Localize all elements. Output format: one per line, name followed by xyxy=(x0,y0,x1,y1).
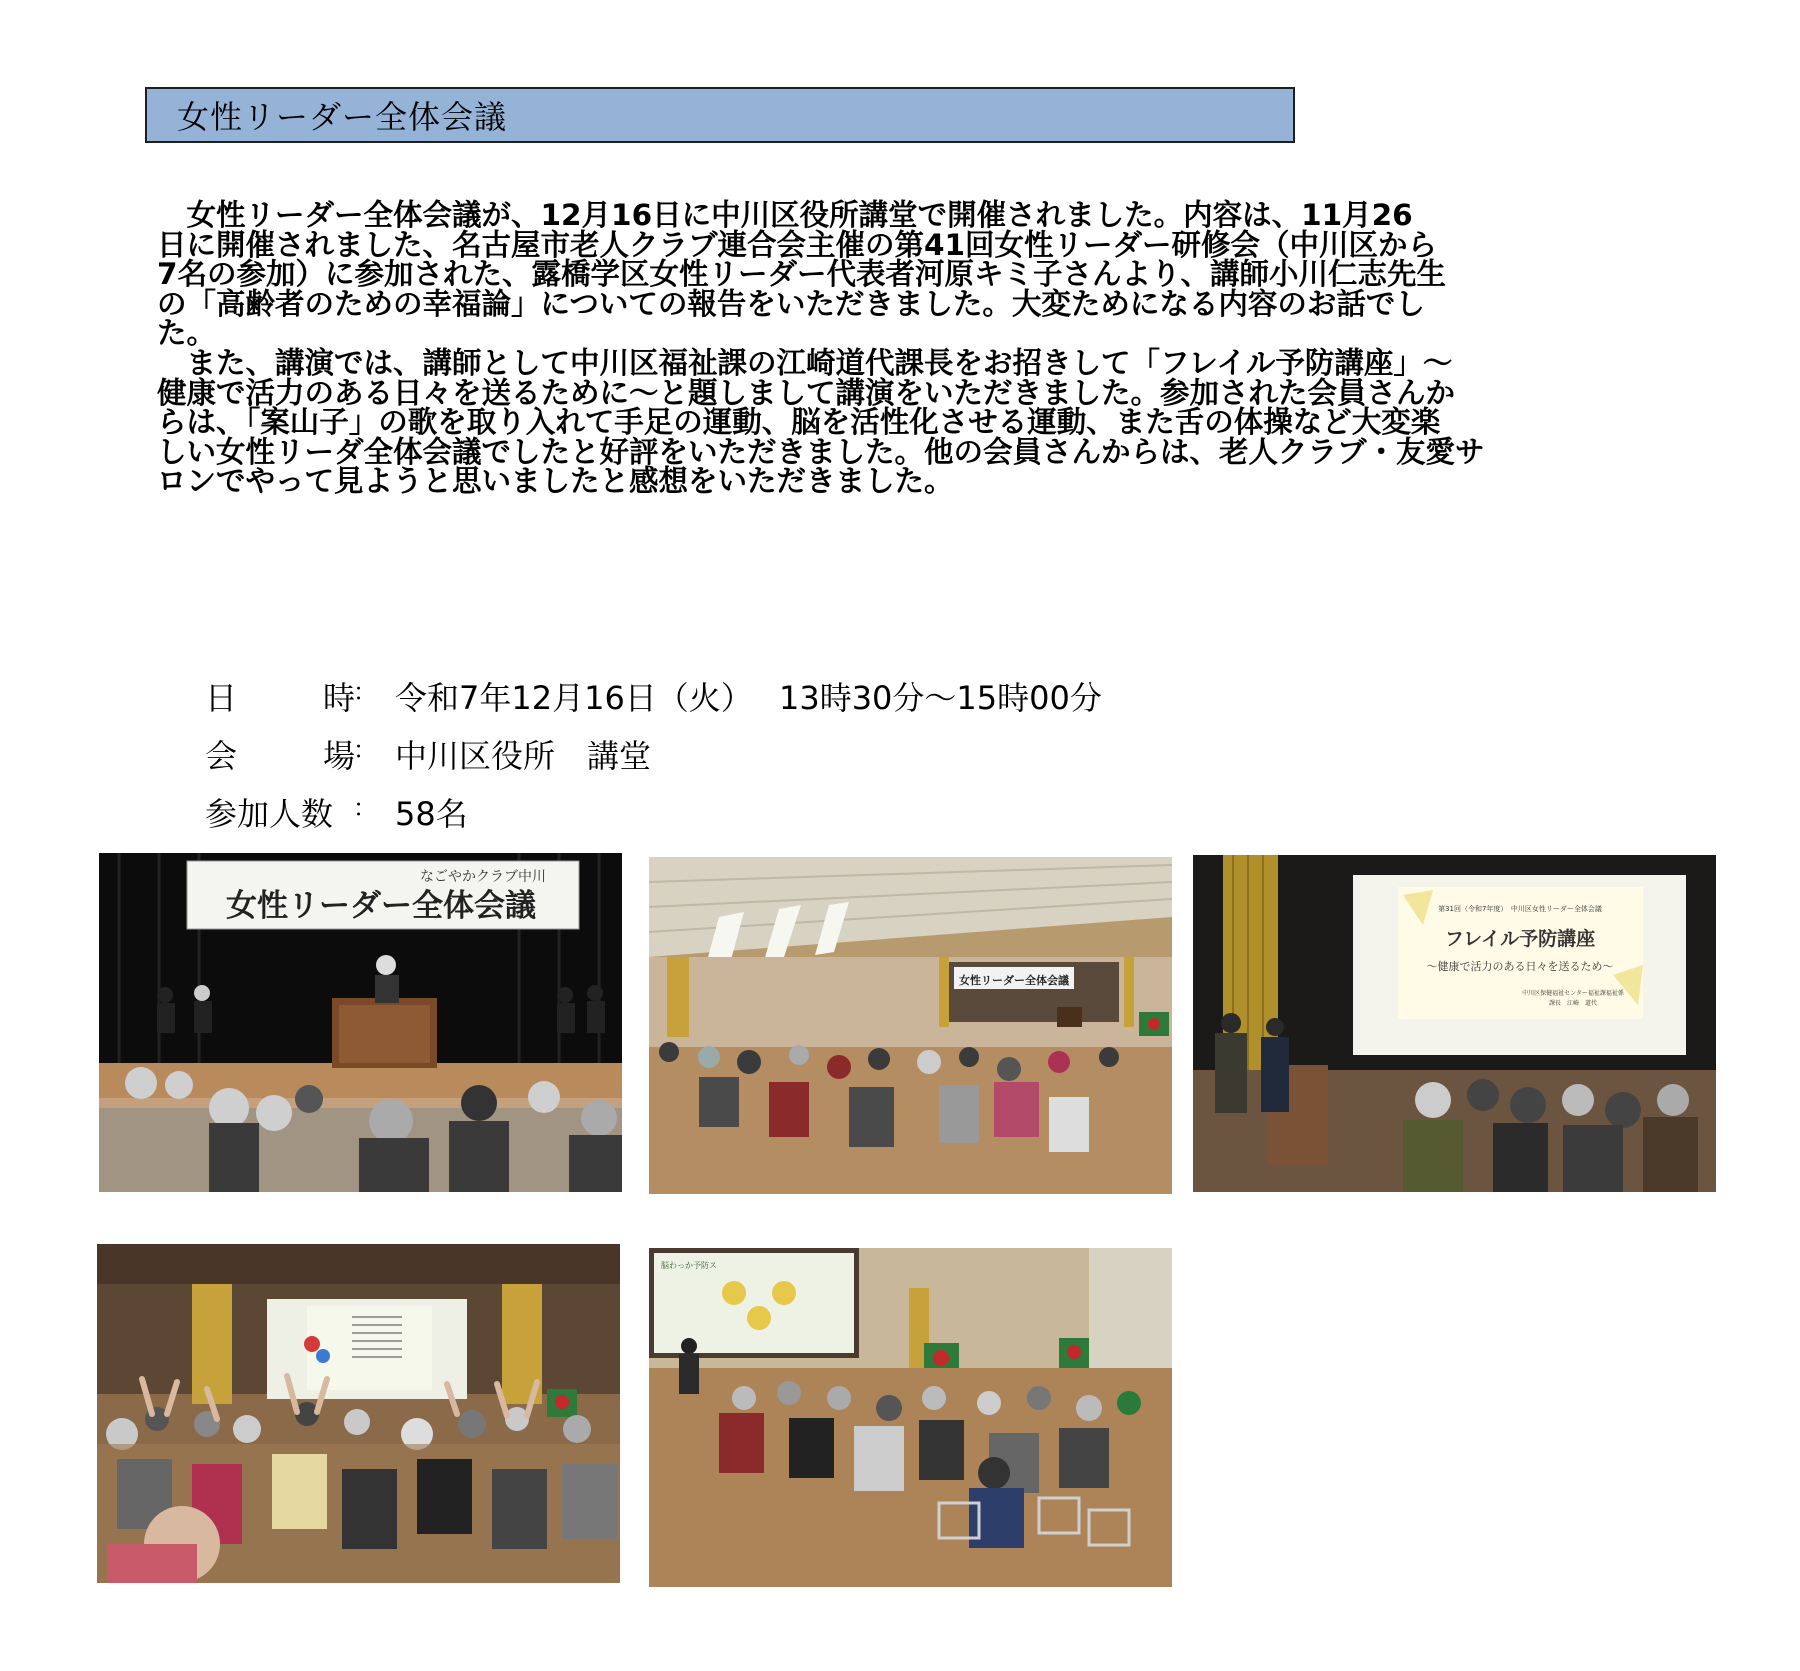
info-value-venue: 中川区役所 講堂 xyxy=(395,737,652,775)
banner-main-text: 女性リーダー全体会議 xyxy=(959,974,1069,987)
screen-subtitle-text: ～健康で活力のある日々を送るため～ xyxy=(1426,960,1614,973)
body-line: た。 xyxy=(157,316,217,351)
section-title: 女性リーダー全体会議 xyxy=(177,98,508,136)
info-colon: ： xyxy=(353,678,377,706)
body-line: の「高齢者のための幸福論」についての報告をいただきました。大変ためになる内容のお話でし xyxy=(157,286,1425,321)
body-line: しい女性リーダ全体会議でしたと好評をいただきました。他の会員さんからは、老人クラブ・友愛サ xyxy=(157,434,1485,469)
info-colon: ： xyxy=(353,736,377,764)
event-photo-stage xyxy=(99,853,622,1192)
screen-title-text: フレイル予防講座 xyxy=(1444,928,1596,950)
body-line: 7名の参加）に参加された、露橋学区女性リーダー代表者河原キミ子さんより、講師小川仁志先生 xyxy=(157,257,1447,292)
body-line: 日に開催されました、名古屋市老人クラブ連合会主催の第41回女性リーダー研修会（中川区から xyxy=(157,227,1438,262)
screen-footer-text: 課長 江崎 道代 xyxy=(1548,1000,1598,1007)
body-line: らは、「案山子」の歌を取り入れて手足の運動、脳を活性化させる運動、また舌の体操など大変楽 xyxy=(157,405,1441,440)
info-label-venue: 会 場 xyxy=(205,737,355,775)
event-photo-exercise xyxy=(97,1244,620,1583)
info-label-attendance: 参加人数 xyxy=(205,795,334,833)
screen-header-text: 第31回（令和7年度） 中川区女性リーダー全体会議 xyxy=(1438,905,1602,913)
info-label-date: 日 時 xyxy=(205,679,355,717)
body-line: 健康で活力のある日々を送るために～と題しまして講演をいただきました。参加された会員さんか xyxy=(157,375,1456,410)
report-body xyxy=(157,198,1667,499)
info-value-date: 令和7年12月16日（火） 13時30分～15時00分 xyxy=(395,679,1102,717)
banner-small-text: なごやかクラブ中川 xyxy=(420,869,546,885)
body-line: ロンでやって見ようと思いましたと感想をいただきました。 xyxy=(157,464,954,499)
screen-header-text: 脳わっか予防ス xyxy=(661,1261,717,1270)
body-line: また、講演では、講師として中川区福祉課の江崎道代課長をお招きして「フレイル予防講座」～ xyxy=(157,345,1453,380)
info-colon: ： xyxy=(353,794,377,822)
section-title-box xyxy=(145,87,1295,143)
banner-main-text: 女性リーダー全体会議 xyxy=(226,888,536,924)
body-line: 女性リーダー全体会議が、12月16日に中川区役所講堂で開催されました。内容は、11月26 xyxy=(157,198,1413,232)
info-value-attendance: 58名 xyxy=(395,795,468,833)
event-photo-hall xyxy=(649,857,1172,1194)
screen-footer-text: 中川区保健福祉センター福祉課福祉係 xyxy=(1522,990,1624,997)
event-photo-lecture xyxy=(1193,855,1716,1192)
event-photo-audience xyxy=(649,1248,1172,1587)
